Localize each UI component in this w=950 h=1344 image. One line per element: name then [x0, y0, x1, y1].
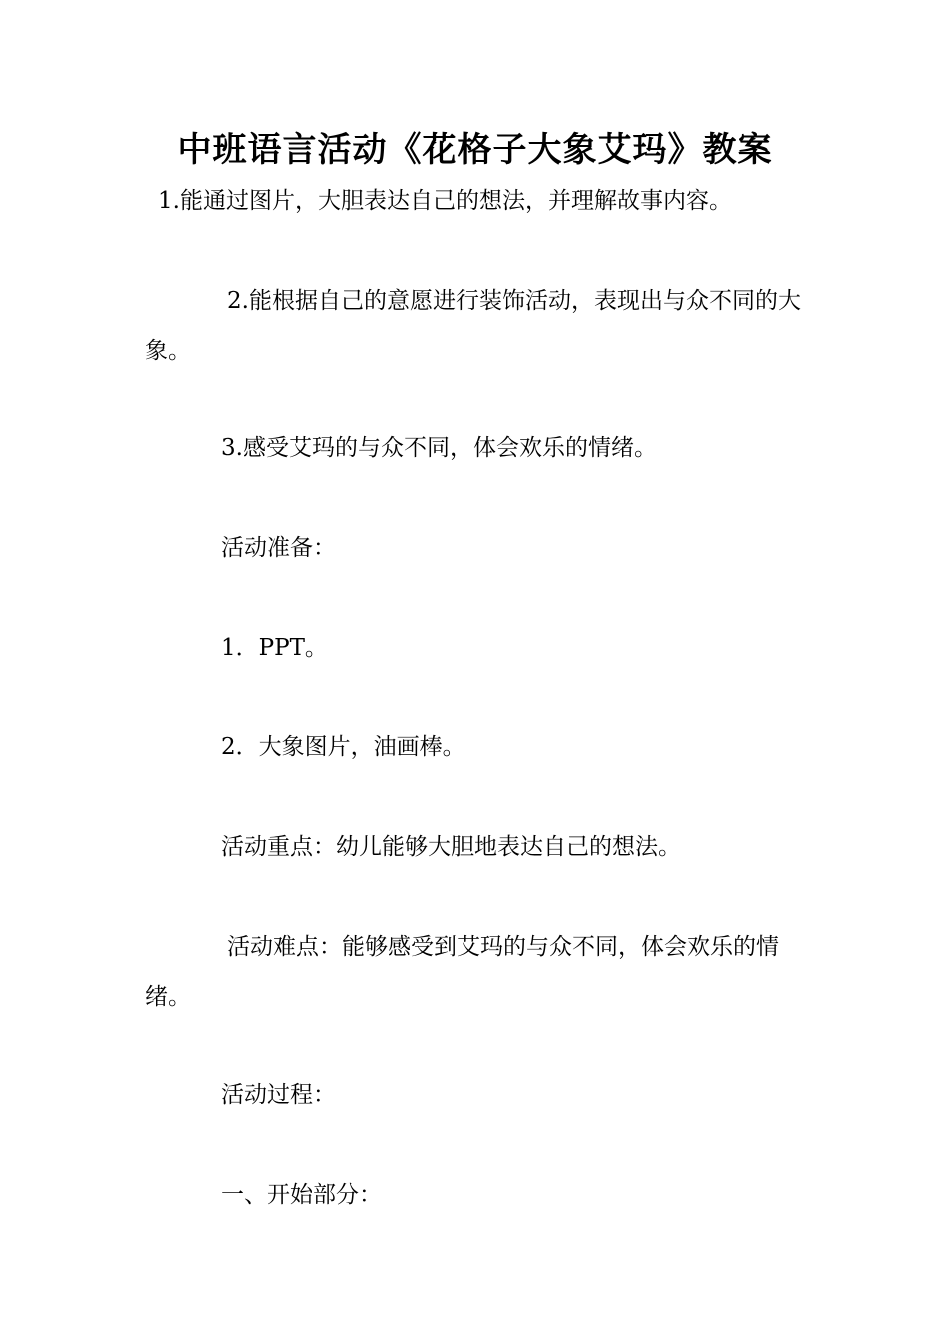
heading-process: 活动过程： [221, 1082, 336, 1108]
paragraph-difficulty: 活动难点：能够感受到艾玛的与众不同，体会欢乐的情绪。 [145, 934, 779, 1010]
preparation-item-2: 2．大象图片，油画棒。 [221, 734, 466, 760]
paragraph-key-point: 活动重点：幼儿能够大胆地表达自己的想法。 [221, 834, 681, 860]
heading-opening-part: 一、开始部分： [221, 1182, 382, 1208]
paragraph-goal-2: 2.能根据自己的意愿进行装饰活动，表现出与众不同的大象。 [145, 288, 801, 364]
preparation-item-1: 1．PPT。 [221, 635, 328, 661]
paragraph-goal-1: 1.能通过图片，大胆表达自己的想法，并理解故事内容。 [158, 188, 732, 214]
heading-preparation: 活动准备： [221, 535, 336, 561]
document-title: 中班语言活动《花格子大象艾玛》教案 [177, 130, 773, 170]
paragraph-goal-3: 3.感受艾玛的与众不同，体会欢乐的情绪。 [221, 435, 657, 461]
